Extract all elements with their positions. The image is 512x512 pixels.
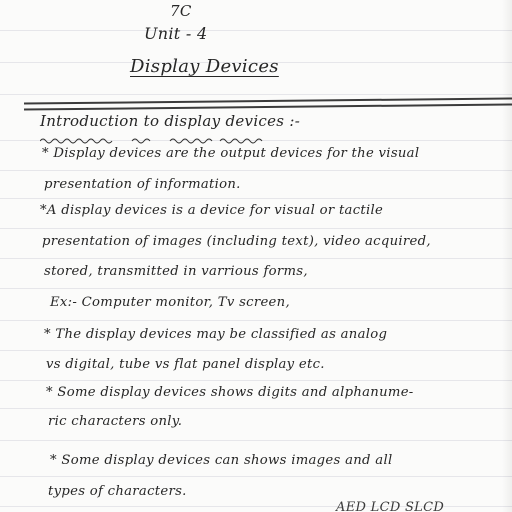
cut-off-footer-text: AED LCD SLCD (336, 500, 445, 512)
title-divider (24, 103, 512, 110)
note-line: ric characters only. (48, 414, 183, 429)
note-line: presentation of images (including text), video acquired, (42, 234, 431, 249)
ruled-line (0, 30, 512, 31)
note-line: types of characters. (48, 484, 187, 499)
ruled-line (0, 408, 512, 409)
ruled-line (0, 94, 512, 95)
ruled-line (0, 476, 512, 477)
ruled-line (0, 258, 512, 259)
note-line: * Some display devices shows digits and alphanume- (46, 385, 414, 400)
note-line: * Some display devices can shows images and all (50, 453, 393, 468)
section-heading: Introduction to display devices :- (40, 112, 301, 130)
page-edge-shadow (502, 0, 512, 512)
ruled-line (0, 380, 512, 381)
note-line: Ex:- Computer monitor, Tv screen, (50, 295, 290, 310)
page-title: Display Devices (130, 56, 279, 77)
note-line: *A display devices is a device for visual or tactile (40, 203, 384, 218)
unit-number: 7C (170, 2, 192, 20)
note-line: vs digital, tube vs flat panel display etc. (46, 357, 325, 372)
ruled-line (0, 440, 512, 441)
ruled-line (0, 170, 512, 171)
ruled-line (0, 288, 512, 289)
note-line: * The display devices may be classified as analog (44, 327, 388, 342)
note-line: presentation of information. (44, 177, 241, 192)
unit-title: Unit - 4 (144, 24, 208, 43)
ruled-line (0, 350, 512, 351)
heading-underline-squiggle (40, 136, 280, 146)
note-line: stored, transmitted in varrious forms, (44, 264, 308, 279)
ruled-line (0, 228, 512, 229)
ruled-line (0, 198, 512, 199)
ruled-line (0, 320, 512, 321)
note-line: * Display devices are the output devices for the visual (42, 146, 420, 161)
